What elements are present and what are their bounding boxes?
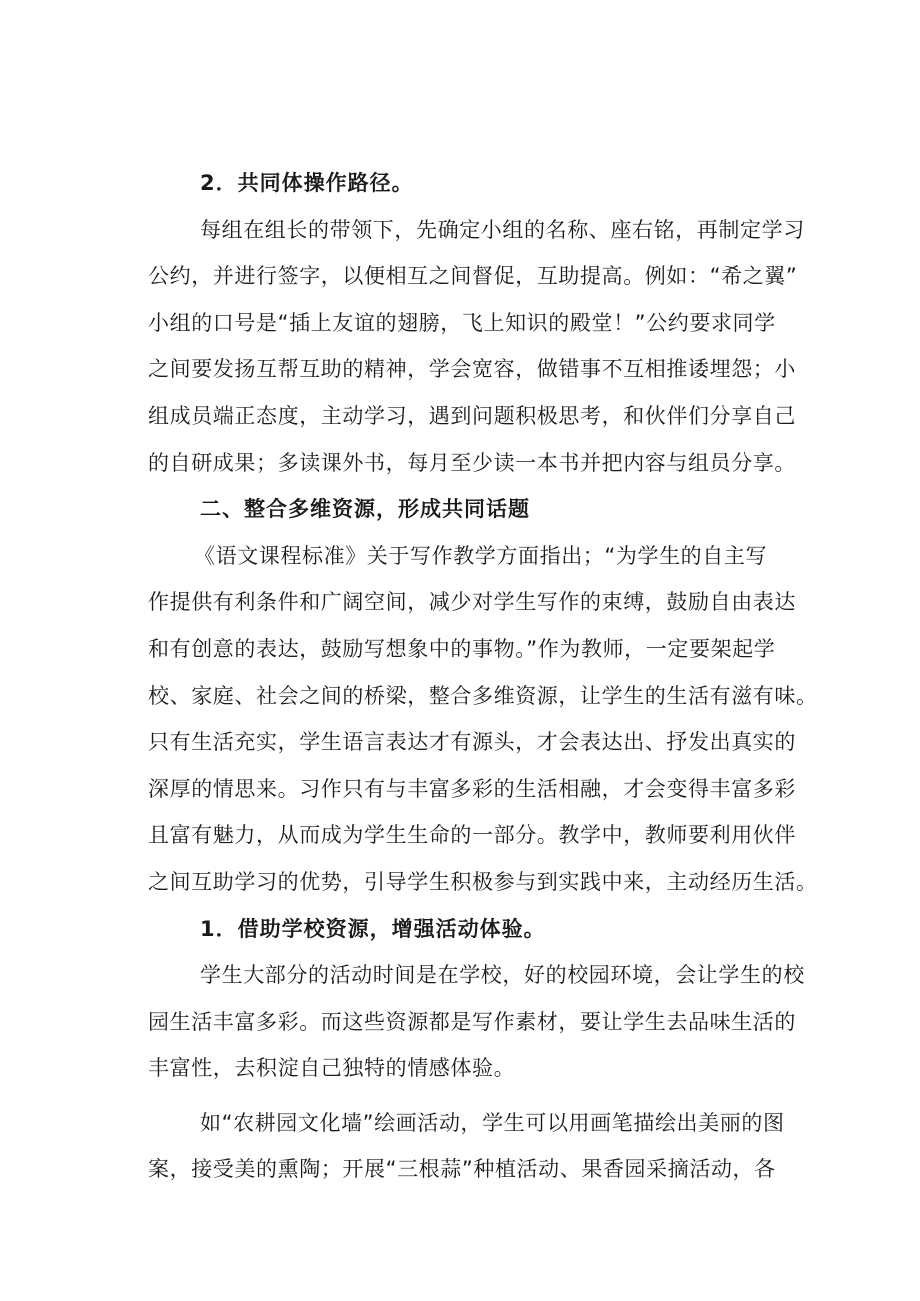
paragraph-line: 只有生活充实，学生语言表达才有源头，才会表达出、抒发出真实的 [148,730,796,755]
document-body [148,160,818,1193]
paragraph-line: 公约，并进行签字，以便相互之间督促，互助提高。例如：“希之翼” [148,264,798,289]
paragraph-line: 小组的口号是“插上友谊的翅膀，飞上知识的殿堂！”公约要求同学 [148,310,776,335]
paragraph-line: 园生活丰富多彩。而这些资源都是写作素材，要让学生去品味生活的 [148,1009,796,1034]
paragraph-line: 的自研成果；多读课外书，每月至少读一本书并把内容与组员分享。 [148,450,796,475]
paragraph-line: 每组在组长的带领下，先确定小组的名称、座右铭，再制定学习 [200,217,805,242]
section-heading-multi-resources: 二、整合多维资源，形成共同话题 [200,497,530,522]
paragraph-line: 如“农耕园文化墙”绘画活动，学生可以用画笔描绘出美丽的图 [200,1110,785,1135]
paragraph-line: 和有创意的表达，鼓励写想象中的事物。”作为教师，一定要架起学 [148,636,776,661]
section-heading-2: 2．共同体操作路径。 [200,171,414,195]
paragraph-line: 《语文课程标准》关于写作教学方面指出；“为学生的自主写 [194,543,768,568]
paragraph-line: 之间互助学习的优势，引导学生积极参与到实践中来，主动经历生活。 [148,869,818,894]
paragraph-line: 组成员端正态度，主动学习，遇到问题积极思考，和伙伴们分享自己 [148,403,796,428]
paragraph-curriculum-standard [148,533,818,906]
paragraph-community-path [148,207,808,487]
paragraph-line: 案，接受美的熏陶；开展“三根蒜”种植活动、果香园采摘活动，各 [148,1157,776,1182]
paragraph-gap [148,1092,808,1100]
paragraph-line: 作提供有利条件和广阔空间，减少对学生写作的束缚，鼓励自由表达 [148,590,796,615]
paragraph-school-resources [148,952,808,1092]
paragraph-line: 深厚的情思来。习作只有与丰富多彩的生活相融，才会变得丰富多彩 [148,776,796,801]
paragraph-line: 校、家庭、社会之间的桥梁，整合多维资源，让学生的生活有滋有味。 [148,683,818,708]
paragraph-line: 丰富性，去积淀自己独特的情感体验。 [148,1056,516,1081]
section-heading-1: 1．借助学校资源，增强活动体验。 [200,916,546,941]
paragraph-activities [148,1100,808,1193]
paragraph-line: 且富有魅力，从而成为学生生命的一部分。教学中，教师要利用伙伴 [148,823,796,848]
paragraph-line: 学生大部分的活动时间是在学校，好的校园环境，会让学生的校 [200,963,805,988]
paragraph-line: 之间要发扬互帮互助的精神，学会宽容，做错事不互相推诿埋怨；小 [148,357,796,382]
